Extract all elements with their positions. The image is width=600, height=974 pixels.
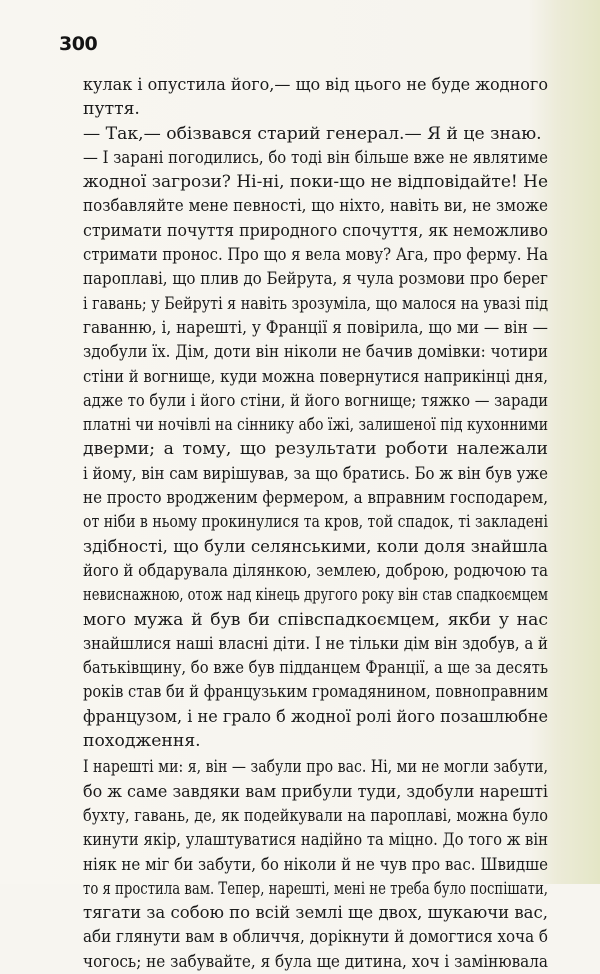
text-line: невиснажною, отож над кінець другого року він став спадкоємцем: [83, 585, 549, 606]
text-line: і гавань; у Бейруті я навіть зрозуміла, що малося на увазі під: [83, 293, 549, 314]
text-line: батьківщину, бо вже був підданцем Франції, а ще за десять: [83, 658, 549, 679]
text-line: то я простила вам. Тепер, нарешті, мені не треба було поспішати,: [83, 878, 548, 899]
text-line: тягати за собою по всій землі ще двох, шукаючи вас,: [83, 903, 548, 924]
text-line: чогось; не забувайте, я була ще дитина, хоч і замінювала: [83, 951, 548, 972]
text-line: мого мужа й був би співспадкоємцем, якби у нас: [83, 609, 548, 630]
text-line: от ніби в ньому прокинулися та кров, той спадок, ті закладені: [83, 512, 549, 533]
text-line: дверми; а тому, що результати роботи належали: [83, 439, 548, 460]
text-line: стримати пронос. Про що я вела мову? Ага, про ферму. На: [83, 245, 549, 266]
text-line: І нарешті ми: я, він — забули про вас. Ні, ми не могли забути,: [83, 757, 548, 778]
text-line: адже то були і його стіни, й його вогнище; тяжко — заради: [83, 390, 549, 411]
text-line: кинути якір, улаштуватися надійно та міцно. До того ж він: [83, 830, 549, 851]
text-line: ніяк не міг би забути, бо ніколи й не чув про вас. Швидше: [83, 854, 548, 875]
text-line: років став би й французьким громадянином, повноправним: [83, 682, 548, 703]
text-line: аби глянути вам в обличчя, дорікнути й домогтися хоча б: [83, 927, 549, 948]
page-number: 300: [59, 33, 98, 55]
text-line: гаванню, і, нарешті, у Франції я повірила, що ми — він —: [83, 317, 549, 338]
text-line: пароплаві, що плив до Бейрута, я чула розмови про берег: [83, 269, 548, 290]
text-line: — І зарані погодились, бо тоді він більше вже не являтиме: [83, 147, 548, 168]
text-line: здібності, що були селянськими, коли доля знайшла: [83, 536, 548, 557]
text-line: і йому, він сам вирішував, за що братись. Бо ж він був уже: [83, 463, 548, 484]
text-line: французом, і не грало б жодної ролі його позашлюбне: [83, 706, 549, 727]
text-line: платні чи ночівлі на сіннику або їжі, залишеної під кухонними: [83, 415, 549, 436]
text-line: стримати почуття природного спочуття, як неможливо: [83, 220, 549, 241]
text-line: його й обдарувала ділянкою, землею, доброю, родючою та: [83, 560, 549, 581]
text-line: пуття.: [83, 99, 140, 120]
text-line: бо ж саме завдяки вам прибули туди, здобули нарешті: [83, 781, 549, 802]
text-line: позбавляйте мене певності, що ніхто, навіть ви, не зможе: [83, 196, 549, 217]
text-line: кулак і опустила його,— що від цього не буде жодного: [83, 75, 548, 95]
text-line: стіни й вогнище, куди можна повернутися наприкінці дня,: [83, 366, 549, 387]
body-text: [83, 73, 548, 974]
text-line: здобули їх. Дім, доти він ніколи не бачив домівки: чотири: [83, 342, 549, 363]
text-line: походження.: [83, 731, 201, 752]
text-line: жодної загрози? Ні-ні, поки-що не відповідайте! Не: [83, 172, 549, 193]
text-line: — Так,— обізвався старий генерал.— Я й це знаю.: [83, 123, 542, 144]
text-line: знайшлися наші власні діти. І не тільки дім він здобув, а й: [83, 633, 549, 654]
text-line: не просто вродженим фермером, а вправним господарем,: [83, 488, 548, 509]
text-line: бухту, гавань, де, як подейкували на пароплаві, можна було: [83, 805, 548, 826]
